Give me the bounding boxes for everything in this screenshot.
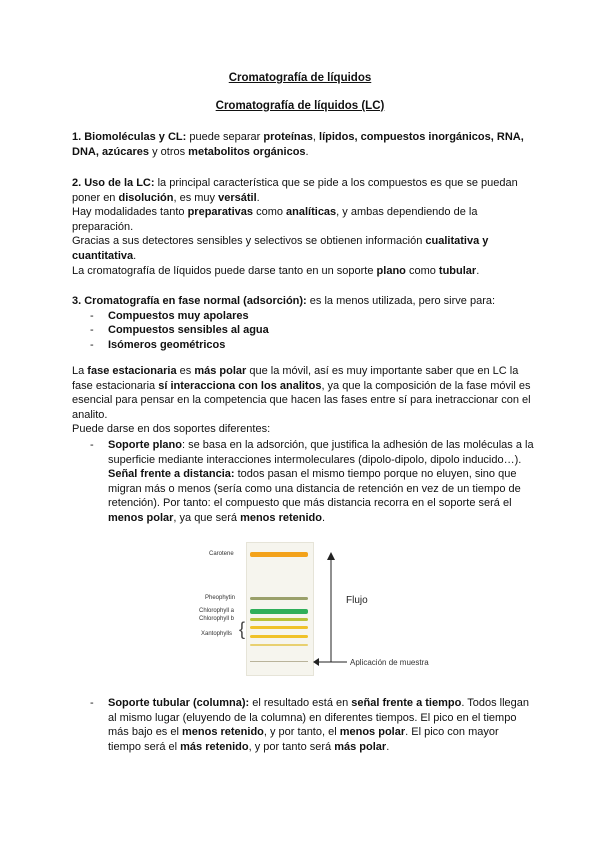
- section-2-paragraph-2: [72, 205, 534, 234]
- band-xantophyll: [250, 635, 308, 638]
- text: , ya que la composición de la fase móvil es esencial para pensar en la competencia que hacen las fases entre sí para inetraccionar con el analito.: [72, 379, 531, 421]
- text: , y por tanto, el: [263, 726, 340, 739]
- section-3-label: 3. Cromatografía en fase normal (adsorción):: [72, 295, 307, 307]
- text: Hay modalidades tanto: [72, 206, 188, 219]
- text: Gracias a sus detectores sensibles y selectivos se obtienen información: [72, 235, 426, 248]
- list-item: - Compuestos muy apolares: [72, 309, 534, 324]
- label-xantophylls: Xantophylls: [201, 631, 233, 637]
- bold-text: proteínas: [263, 131, 313, 143]
- band-xantophyll: [250, 626, 308, 629]
- section-2: [72, 176, 534, 278]
- band-chlorophyll-a: [250, 609, 308, 614]
- bold-text: menos polar: [108, 511, 174, 524]
- bold-text: menos retenido: [181, 726, 264, 739]
- paragraph: Puede darse en dos soportes diferentes:: [72, 423, 271, 436]
- soporte-tubular: [72, 696, 534, 754]
- application-arrow-icon: [313, 658, 347, 666]
- bold-text: más polar: [194, 365, 247, 377]
- band-chlorophyll-b: [250, 618, 308, 621]
- section-1-paragraph: [72, 130, 534, 159]
- label-pheophytin: Pheophytin: [205, 595, 236, 601]
- text: es: [176, 365, 195, 377]
- bold-text: tubular: [438, 264, 477, 277]
- text: , ya que será: [173, 511, 241, 524]
- text: : se basa en la adsorción, que justifica la adhesión de las moléculas a la superficie mediante interacciones intermoleculares (dipolo-dipolo, dipolo inducido…).: [108, 439, 534, 466]
- band-xantophyll: [250, 644, 308, 646]
- soporte-tubular-item: [72, 696, 534, 754]
- paragraph: [108, 467, 534, 525]
- bold-text: plano: [376, 264, 406, 277]
- label-chlorophyll-a: Chlorophyll a: [199, 608, 235, 614]
- text: .: [133, 249, 137, 262]
- text: .: [386, 740, 390, 753]
- text: el resultado está en: [249, 697, 352, 709]
- text: La cromatografía de líquidos puede darse tanto en un soporte: [72, 264, 377, 277]
- text: . Todos llegan al mismo lugar (eluyendo de la columna) en diferentes tiempos. El pico en el tiempo más bajo es el: [108, 697, 530, 739]
- dash-bullet: -: [90, 697, 94, 709]
- text: puede separar: [186, 131, 264, 143]
- text: La: [72, 365, 88, 377]
- bold-text: más retenido: [180, 740, 249, 753]
- flow-arrow-icon: [326, 552, 336, 662]
- bold-text: menos retenido: [240, 511, 322, 524]
- bold-text: versátil: [218, 191, 257, 204]
- bold-text: más polar: [334, 740, 387, 753]
- label-flujo: Flujo: [346, 595, 368, 606]
- text: como: [253, 206, 287, 219]
- label-aplicacion: Aplicación de muestra: [350, 658, 429, 667]
- section-3-list: [72, 309, 534, 353]
- section-title: Cromatografía de líquidos (LC): [215, 100, 385, 112]
- text: la principal característica que se pide a los compuestos es que se puedan poner en: [72, 177, 518, 204]
- text: . El pico con mayor tiempo será el: [108, 726, 499, 753]
- paragraph: [72, 364, 534, 422]
- bold-text: menos polar: [339, 726, 406, 739]
- list-item: - Isómeros geométricos: [72, 338, 534, 353]
- soporte-tubular-label: Soporte tubular (columna):: [108, 697, 250, 709]
- document-title: Cromatografía de líquidos: [228, 72, 372, 84]
- bold-text: disolución: [118, 191, 174, 204]
- text: .: [321, 511, 326, 524]
- section-1-label: 1. Biomoléculas y CL:: [72, 131, 187, 143]
- section-2-paragraph-3: [72, 234, 534, 263]
- text: que la móvil, así es muy importante saber que en LC la fase estacionaria: [72, 365, 519, 392]
- bold-text: señal frente a tiempo: [351, 697, 462, 709]
- bold-text: lípidos, compuestos inorgánicos, RNA, DNA, azúcares: [72, 131, 524, 158]
- bold-text: sí interacciona con los analitos: [158, 379, 322, 392]
- section-2-paragraph-1: [72, 176, 534, 205]
- list-item: - Compuestos sensibles al agua: [72, 323, 534, 338]
- tlc-figure: [190, 540, 440, 678]
- text: , y ambas dependiendo de la preparación.: [72, 206, 478, 233]
- application-line: [250, 661, 308, 662]
- bold-text: preparativas: [187, 206, 254, 219]
- label-chlorophyll-b: Chlorophyll b: [199, 616, 235, 622]
- bold-text: metabolitos orgánicos: [188, 145, 306, 158]
- section-2-paragraph-4: [72, 264, 534, 279]
- text: .: [476, 264, 480, 277]
- soporte-plano-label: Soporte plano: [108, 439, 182, 451]
- paragraph: [108, 696, 534, 754]
- text: .: [256, 191, 260, 204]
- text: .: [305, 145, 309, 158]
- label-carotene: Carotene: [209, 551, 234, 557]
- text: y otros: [149, 145, 189, 158]
- stationary-phase-paragraph: [72, 364, 534, 437]
- brace-icon: {: [239, 619, 246, 639]
- paragraph: [108, 438, 534, 467]
- text: es la menos utilizada, pero sirve para:: [306, 295, 496, 307]
- band-pheophytin: [250, 597, 308, 600]
- section-3: [72, 294, 534, 352]
- section-2-label: 2. Uso de la LC:: [72, 177, 155, 189]
- text: como: [405, 264, 439, 277]
- band-carotene: [250, 552, 308, 557]
- bold-text: cualitativa y cuantitativa: [72, 235, 489, 262]
- text: todos pasan el mismo tiempo porque no eluyen, sino que migran más o menos (sería como una distancia de retención en vez de un tiempo de retención). Por tanto: el compuesto que más distancia recorra en el soporte será el: [108, 468, 521, 510]
- text: , es muy: [173, 191, 219, 204]
- text: , y por tanto será: [248, 740, 335, 753]
- text: ,: [312, 131, 320, 143]
- soporte-plano: [72, 438, 534, 526]
- section-3-intro: [72, 294, 534, 309]
- dash-bullet: -: [90, 439, 94, 451]
- bold-text: fase estacionaria: [87, 365, 177, 377]
- bold-text: analíticas: [286, 206, 337, 219]
- bold-text: Señal frente a distancia:: [108, 468, 235, 481]
- section-1: [72, 130, 534, 159]
- soporte-plano-item: [72, 438, 534, 526]
